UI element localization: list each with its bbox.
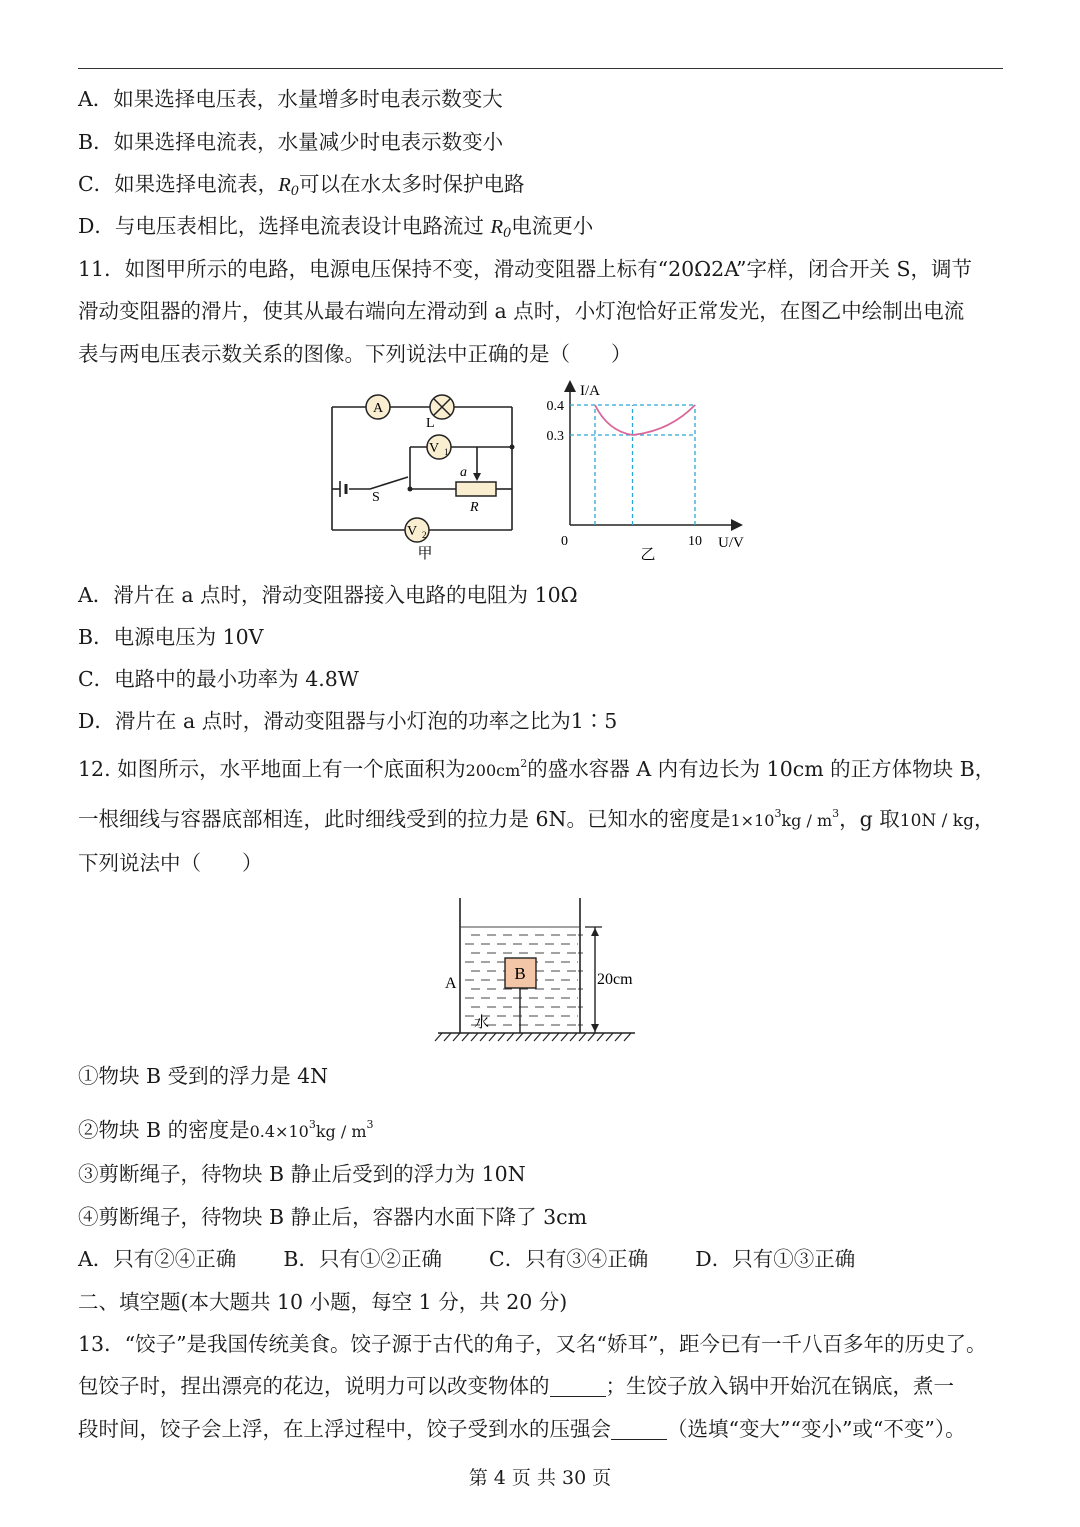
block-b-label: B xyxy=(514,964,526,983)
q12-option-c: C．只有③④正确 xyxy=(489,1247,649,1271)
ground-hatch xyxy=(516,1033,523,1041)
ground-hatch xyxy=(561,1033,568,1041)
ground-hatch xyxy=(444,1033,451,1041)
header-rule xyxy=(78,68,1003,69)
iu-graph xyxy=(530,375,760,565)
point-a-label: a xyxy=(460,465,467,480)
ground-hatch xyxy=(480,1033,487,1041)
series-line-v2 xyxy=(633,405,696,435)
q10-option-d: D．与电压表相比，选择电流表设计电路流过 $R_0$电流更小 xyxy=(78,214,594,241)
height-label: 20cm xyxy=(597,971,633,988)
ammeter-label: A xyxy=(372,401,384,416)
q13-line3: 段时间，饺子会上浮，在上浮过程中，饺子受到水的压强会 （选填“变大”“变小”或“不变”）。 xyxy=(78,1417,966,1441)
q12-option-b: B．只有①②正确 xyxy=(283,1247,442,1271)
water-label: 水 xyxy=(474,1015,490,1031)
circuit-caption: 甲 xyxy=(417,546,433,562)
v1-label: V xyxy=(428,441,440,456)
graph-caption: 乙 xyxy=(640,547,656,563)
junction-dot xyxy=(510,445,515,450)
q12-statement-4: ④剪断绳子，待物块 B 静止后，容器内水面下降了 3cm xyxy=(78,1205,588,1229)
v1-subscript: 1 xyxy=(444,447,449,457)
junction-dot xyxy=(408,487,413,492)
ground-hatch xyxy=(570,1033,577,1041)
q11-stem-line3: 表与两电压表示数关系的图像。下列说法中正确的是（ ） xyxy=(78,342,632,366)
q12-statement-1: ①物块 B 受到的浮力是 4N xyxy=(78,1064,329,1088)
rheostat-icon xyxy=(456,482,496,496)
answer-blank[interactable] xyxy=(550,1376,606,1397)
y-axis-label: I/A xyxy=(580,383,600,399)
q11-stem-line2: 滑动变阻器的滑片，使其从最右端向左滑动到 a 点时，小灯泡恰好正常发光，在图乙中绘制出电流 xyxy=(78,299,965,323)
q10-option-c: C．如果选择电流表，$R_0$可以在水太多时保护电路 xyxy=(78,172,525,199)
ground-hatch xyxy=(615,1033,622,1041)
ground-hatch xyxy=(597,1033,604,1041)
q10-option-a: A．如果选择电压表，水量增多时电表示数变大 xyxy=(78,87,503,111)
q12-stem-line1: 12. 如图所示，水平地面上有一个底面积为$200cm^2$的盛水容器 A 内有边长为 10cm 的正方体物块 B， xyxy=(78,757,996,781)
v2-label: V xyxy=(406,524,418,539)
x-axis-label: U/V xyxy=(718,535,744,551)
resistor-label: R xyxy=(470,500,479,515)
ground-hatch xyxy=(534,1033,541,1041)
q13-line2: 包饺子时，捏出漂亮的花边，说明力可以改变物体的 ；生饺子放入锅中开始沉在锅底，煮一 xyxy=(78,1374,954,1398)
q11-option-b: B．电源电压为 10V xyxy=(78,625,264,649)
ground-hatch xyxy=(525,1033,532,1041)
q11-stem-line1: 11．如图甲所示的电路，电源电压保持不变，滑动变阻器上标有“20Ω2A”字样，闭合开关 S，调节 xyxy=(78,257,973,281)
ground-hatch xyxy=(552,1033,559,1041)
q12-stem-line2: 一根细线与容器底部相连，此时细线受到的拉力是 6N。已知水的密度是$1\times 10^3kg / m^3$，g 取10N / kg， xyxy=(78,807,995,831)
ground-hatch xyxy=(462,1033,469,1041)
container-figure xyxy=(430,890,660,1050)
ground-hatch xyxy=(489,1033,496,1041)
answer-blank[interactable] xyxy=(611,1419,667,1440)
ground-hatch xyxy=(498,1033,505,1041)
ground-hatch xyxy=(588,1033,595,1041)
x-tick-label: 10 xyxy=(688,534,702,549)
switch-label: S xyxy=(372,490,380,505)
q12-option-d: D．只有①③正确 xyxy=(695,1247,856,1271)
circuit-diagram xyxy=(320,385,530,565)
ground-hatch xyxy=(471,1033,478,1041)
ground-hatch xyxy=(606,1033,613,1041)
ground-hatch xyxy=(453,1033,460,1041)
page-footer: 第 4 页 共 30 页 xyxy=(468,1467,612,1489)
q13-line1: 13．“饺子”是我国传统美食。饺子源于古代的角子，又名“娇耳”，距今已有一千八百多年的历史了。 xyxy=(78,1332,987,1356)
q11-option-a: A．滑片在 a 点时，滑动变阻器接入电路的电阻为 10Ω xyxy=(78,583,578,607)
y-tick-label: 0.4 xyxy=(546,399,564,414)
section-heading: 二、填空题(本大题共 10 小题，每空 1 分，共 20 分) xyxy=(78,1290,568,1314)
q12-options xyxy=(78,1246,855,1272)
q12-statement-3: ③剪断绳子，待物块 B 静止后受到的浮力为 10N xyxy=(78,1162,526,1186)
q12-option-a: A．只有②④正确 xyxy=(78,1247,237,1271)
ground-hatch xyxy=(579,1033,586,1041)
q10-option-b: B．如果选择电流表，水量减少时电表示数变小 xyxy=(78,130,504,154)
q12-stem-line3: 下列说法中（ ） xyxy=(78,851,263,875)
series-line-v1 xyxy=(595,405,633,435)
ground-hatch xyxy=(624,1033,631,1041)
origin-label: 0 xyxy=(561,534,568,549)
v2-subscript: 2 xyxy=(422,530,427,540)
ground-hatch xyxy=(543,1033,550,1041)
ground-hatch xyxy=(435,1033,442,1041)
q11-option-c: C．电路中的最小功率为 4.8W xyxy=(78,667,359,691)
lamp-label: L xyxy=(426,416,435,431)
q12-statement-2: ②物块 B 的密度是$0.4\times 10^3kg / m^3$ xyxy=(78,1118,374,1142)
ground-hatch xyxy=(507,1033,514,1041)
q11-option-d: D．滑片在 a 点时，滑动变阻器与小灯泡的功率之比为1∶5 xyxy=(78,709,618,733)
container-label: A xyxy=(445,975,457,992)
y-tick-label: 0.3 xyxy=(546,429,564,444)
